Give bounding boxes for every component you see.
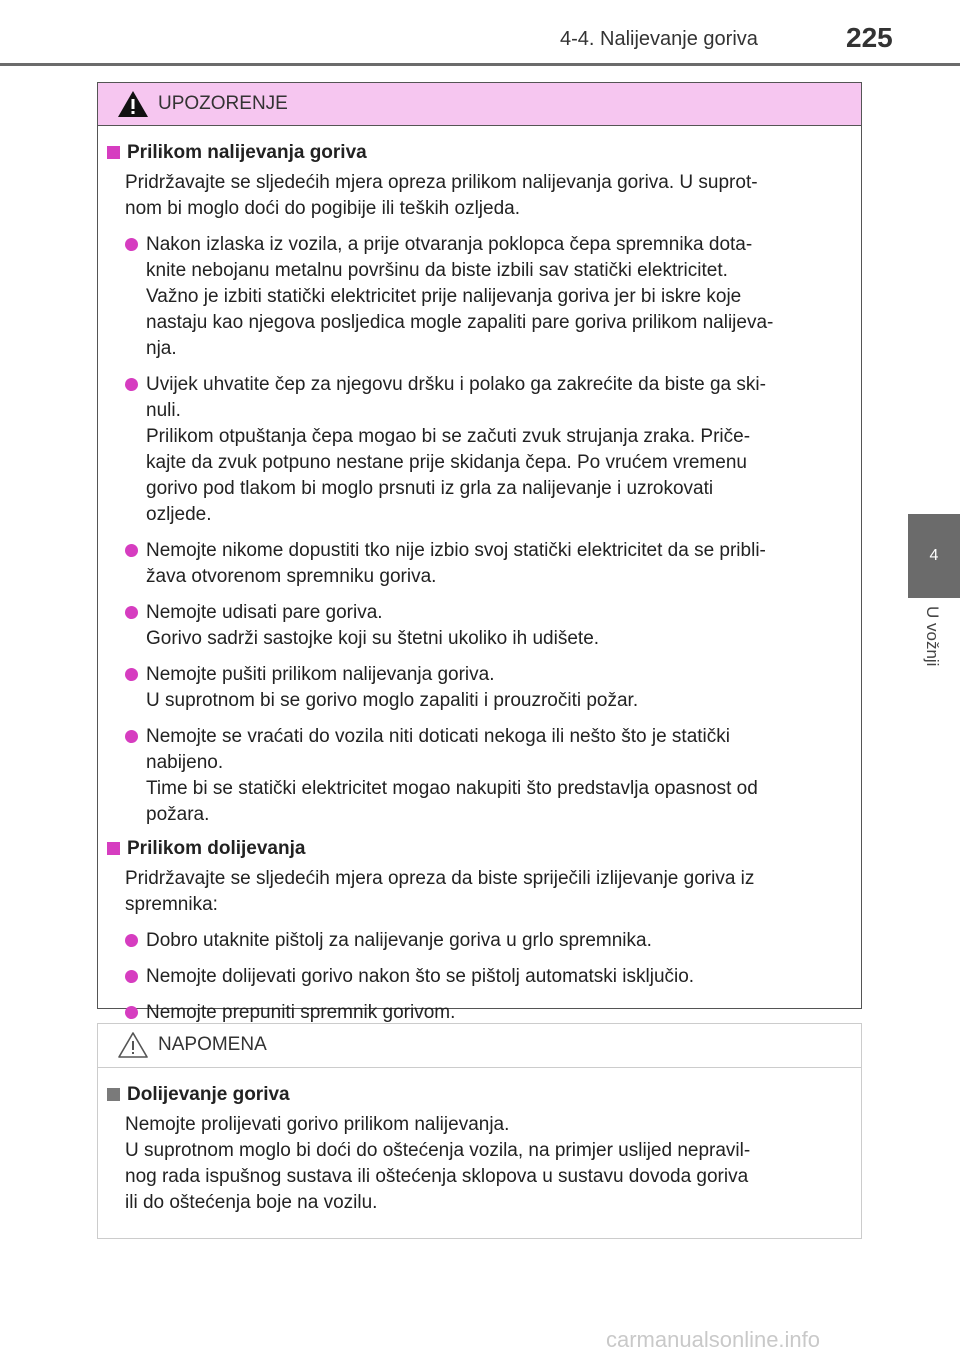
warning-triangle-icon (116, 89, 150, 119)
section-title: 4-4. Nalijevanje goriva (560, 28, 758, 50)
list-item: Nemojte se vraćati do vozila niti doticati nekoga ili nešto što je statički nabijeno. Time bi se statički elektricitet mogao nakupiti što predstavlja opasnost od požara. (106, 724, 853, 828)
watermark: carmanualsonline.info (606, 1327, 821, 1352)
notice-title: NAPOMENA (158, 1034, 267, 1055)
list-item: Nemojte pušiti prilikom nalijevanja goriva. U suprotnom bi se gorivo moglo zapaliti i prouzročiti požar. (106, 662, 853, 714)
notice-header (98, 1024, 861, 1068)
caution-triangle-icon (116, 1030, 150, 1060)
circle-bullet-icon (125, 970, 138, 983)
notice-body (98, 1068, 861, 1216)
circle-bullet-icon (125, 606, 138, 619)
section-heading: Prilikom nalijevanja goriva (106, 140, 853, 166)
section-intro: Pridržavajte se sljedećih mjera opreza da biste spriječili izlijevanje goriva iz spremnika: (125, 868, 755, 915)
chapter-label (908, 606, 960, 696)
square-bullet-icon (107, 146, 120, 159)
header-rule (0, 63, 960, 66)
chapter-tab: 4 (908, 514, 960, 598)
section-intro: Pridržavajte se sljedećih mjera opreza prilikom nalijevanja goriva. U suprot- nom bi moglo doći do pogibije ili teških ozljeda. (125, 172, 758, 219)
list-item: Nakon izlaska iz vozila, a prije otvaranja poklopca čepa spremnika dota- knite nebojanu metalnu površinu da biste izbili sav statički elektricitet. Važno je izbiti statički elektricitet prije nalijevanja goriva jer bi iskre koje nastaju kao njegova posljedica mogle zapaliti pare goriva prilikom nalijeva- nja. (106, 232, 853, 362)
notice-box (97, 1023, 862, 1239)
warning-body (98, 126, 861, 1026)
list-item: Nemojte prepuniti spremnik gorivom. (106, 1000, 853, 1026)
notice-text: Nemojte prolijevati gorivo prilikom nalijevanja. U suprotnom moglo bi doći do oštećenja vozila, na primjer uslijed nepravil- nog rada ispušnog sustava ili oštećenja sklopova u sustavu dovoda goriva ili do oštećenja boje na vozilu. (125, 1114, 751, 1213)
circle-bullet-icon (125, 730, 138, 743)
square-bullet-icon (107, 842, 120, 855)
warning-header (98, 83, 861, 126)
circle-bullet-icon (125, 934, 138, 947)
page-number: 225 (846, 22, 893, 53)
square-bullet-icon (107, 1088, 120, 1101)
warning-title: UPOZORENJE (158, 93, 288, 114)
list-item: Nemojte nikome dopustiti tko nije izbio svoj statički elektricitet da se pribli- žava otvorenom spremniku goriva. (106, 538, 853, 590)
section-heading: Prilikom dolijevanja (106, 836, 853, 862)
chapter-label-text: U vožnji (923, 606, 942, 667)
list-item: Uvijek uhvatite čep za njegovu dršku i polako ga zakrećite da biste ga ski- nuli. Prilikom otpuštanja čepa mogao bi se začuti zvuk strujanja zraka. Priče- kajte da zvuk potpuno nestane prije skidanja čepa. Po vrućem vremenu gorivo pod tlakom bi moglo prsnuti iz grla za nalijevanje i uzrokovati ozljede. (106, 372, 853, 528)
warning-box (97, 82, 862, 1023)
list-item: Nemojte udisati pare goriva. Gorivo sadrži sastojke koji su štetni ukoliko ih udišete. (106, 600, 853, 652)
circle-bullet-icon (125, 378, 138, 391)
circle-bullet-icon (125, 544, 138, 557)
circle-bullet-icon (125, 1006, 138, 1019)
section-heading: Dolijevanje goriva (106, 1082, 853, 1108)
list-item: Nemojte dolijevati gorivo nakon što se pištolj automatski isključio. (106, 964, 853, 990)
page-header (0, 0, 960, 66)
circle-bullet-icon (125, 668, 138, 681)
circle-bullet-icon (125, 238, 138, 251)
list-item: Dobro utaknite pištolj za nalijevanje goriva u grlo spremnika. (106, 928, 853, 954)
